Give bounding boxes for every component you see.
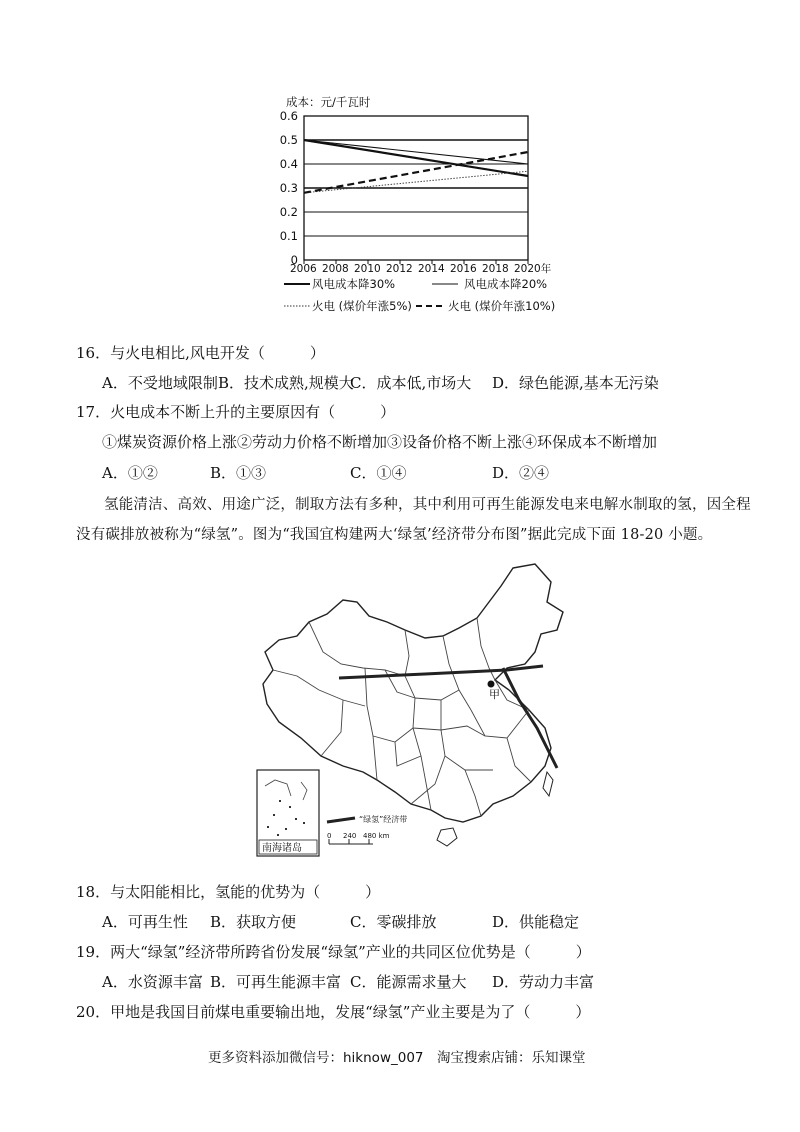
china-green-hydrogen-map [245,560,575,860]
q19-option-b: B．可再生能源丰富 [210,973,342,991]
q19-option-c: C．能源需求量大 [350,973,467,991]
svg-text:480 km: 480 km [363,832,390,840]
q18-option-b: B．获取方便 [210,913,297,931]
q18-option-d: D．供能稳定 [492,913,580,931]
y-tick-label: 0.6 [279,109,298,123]
taiwan-island [543,772,553,796]
q16-option-d: D．绿色能源,基本无污染 [492,374,659,392]
map-legend-swatch [327,818,355,822]
q17-option-d: D．②④ [492,464,550,482]
q19-option-d: D．劳动力丰富 [492,973,595,991]
q17-option-b: B．①③ [210,464,267,482]
x-tick-label: 2020年 [514,263,552,275]
series-line-1 [304,140,528,164]
scale-bar [327,832,390,844]
x-tick-label: 2014 [418,263,445,275]
map-legend-label: “绿氢”经济带 [359,815,408,824]
y-tick-label: 0.4 [279,157,298,171]
question-20-stem: 20．甲地是我国目前煤电重要输出地，发展“绿氢”产业主要是为了（ ） [76,1003,591,1021]
question-17-stem: 17．火电成本不断上升的主要原因有（ ） [76,403,396,421]
legend-swatch-wind20 [430,278,460,290]
cost-line-chart [0,0,800,320]
q17-option-c: C．①④ [350,464,407,482]
q17-option-a: A．①② [102,464,158,482]
question-19-stem: 19．两大“绿氢”经济带所跨省份发展“绿氢”产业的共同区位优势是（ ） [76,943,591,961]
chart-ylabel: 成本：元/千瓦时 [286,95,371,109]
y-tick-label: 0.3 [279,181,298,195]
x-tick-label: 2006 [290,263,317,275]
legend-label-wind20: 风电成本降20% [464,277,548,291]
legend-swatch-coal10 [414,300,446,312]
x-tick-label: 2008 [322,263,349,275]
x-tick-label: 2018 [482,263,509,275]
south-china-sea-inset [257,770,319,856]
question-18-stem: 18．与太阳能相比，氢能的优势为（ ） [76,883,381,901]
q18-option-c: C．零碳排放 [350,913,437,931]
q16-option-c: C．成本低,市场大 [350,374,472,392]
point-jia-marker [488,681,495,688]
passage-line-2: 没有碳排放被称为“绿氢”。图为“我国宜构建两大‘绿氢’经济带分布图”据此完成下面 18-20 小题。 [76,527,713,543]
q16-option-a: A．不受地域限制 [102,374,218,392]
green-hydrogen-belt-east-west [339,666,543,678]
q19-option-a: A．水资源丰富 [102,973,203,991]
y-tick-label: 0.2 [279,205,298,219]
inset-label: 南海诸岛 [262,843,302,854]
legend-swatch-wind30 [282,278,312,290]
y-tick-label: 0.1 [279,229,298,243]
series-line-2 [304,171,528,193]
y-tick-label: 0.5 [279,133,298,147]
legend-swatch-coal5 [282,300,312,312]
x-tick-label: 2016 [450,263,477,275]
chart-legend [282,276,582,316]
q18-option-a: A．可再生性 [102,913,188,931]
q16-option-b: B．技术成熟,规模大 [218,374,354,392]
svg-text:240: 240 [343,832,357,840]
y-tick-label: 0 [290,253,298,267]
q17-statements: ①煤炭资源价格上涨②劳动力价格不断增加③设备价格不断上涨④环保成本不断增加 [102,433,658,451]
legend-label-coal10: 火电 (煤价年涨10%) [448,299,556,313]
hainan-island [437,828,457,846]
passage-line-1: 氢能清洁、高效、用途广泛，制取方法有多种，其中利用可再生能源发电来电解水制取的氢，因全程 [104,497,751,513]
footer-ad: 更多资料添加微信号：hiknow_007 淘宝搜索店铺：乐知课堂 [208,1050,586,1066]
x-tick-label: 2012 [386,263,413,275]
legend-label-wind30: 风电成本降30% [312,277,396,291]
question-16-stem: 16．与火电相比,风电开发（ ） [76,344,325,362]
legend-label-coal5: 火电 (煤价年涨5%) [312,299,412,313]
svg-text:0: 0 [327,832,332,840]
point-jia-label: 甲 [489,688,500,701]
x-tick-label: 2010 [354,263,381,275]
